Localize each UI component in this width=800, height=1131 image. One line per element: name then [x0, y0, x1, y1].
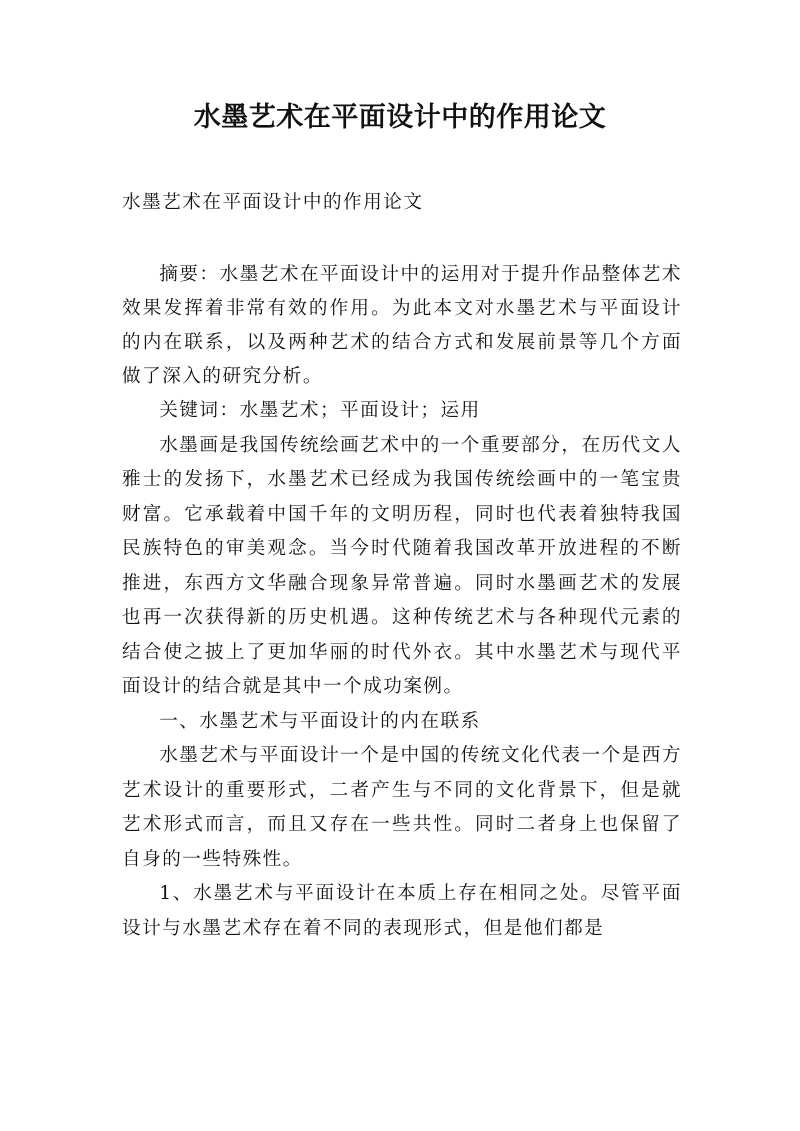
section-1-paragraph: 水墨艺术与平面设计一个是中国的传统文化代表一个是西方艺术设计的重要形式，二者产生与不同的文化背景下，但是就艺术形式而言，而且又存在一些共性。同时二者身上也保留了自身的一些特殊性。	[122, 745, 682, 870]
document-subtitle: 水墨艺术在平面设计中的作用论文	[122, 192, 424, 213]
keywords-paragraph: 关键词：水墨艺术；平面设计；运用	[159, 400, 481, 421]
section-heading-1: 一、水墨艺术与平面设计的内在联系	[159, 710, 481, 732]
document-title: 水墨艺术在平面设计中的作用论文	[193, 102, 607, 133]
document-body	[122, 258, 682, 946]
abstract-paragraph: 摘要：水墨艺术在平面设计中的运用对于提升作品整体艺术效果发挥着非常有效的作用。为此本文对水墨艺术与平面设计的内在联系，以及两种艺术的结合方式和发展前景等几个方面做了深入的研究分析。	[122, 264, 682, 387]
intro-paragraph: 水墨画是我国传统绘画艺术中的一个重要部分，在历代文人雅士的发扬下，水墨艺术已经成为我国传统绘画中的一笔宝贵财富。它承载着中国千年的文明历程，同时也代表着独特我国民族特色的审美观念。当今时代随着我国改革开放进程的不断推进，东西方文华融合现象异常普遍。同时水墨画艺术的发展也再一次获得新的历史机遇。这种传统艺术与各种现代元素的结合使之披上了更加华丽的时代外衣。其中水墨艺术与现代平面设计的结合就是其中一个成功案例。	[122, 434, 682, 697]
section-1-point-1: 1、水墨艺术与平面设计在本质上存在相同之处。尽管平面设计与水墨艺术存在着不同的表现形式，但是他们都是	[122, 883, 682, 939]
